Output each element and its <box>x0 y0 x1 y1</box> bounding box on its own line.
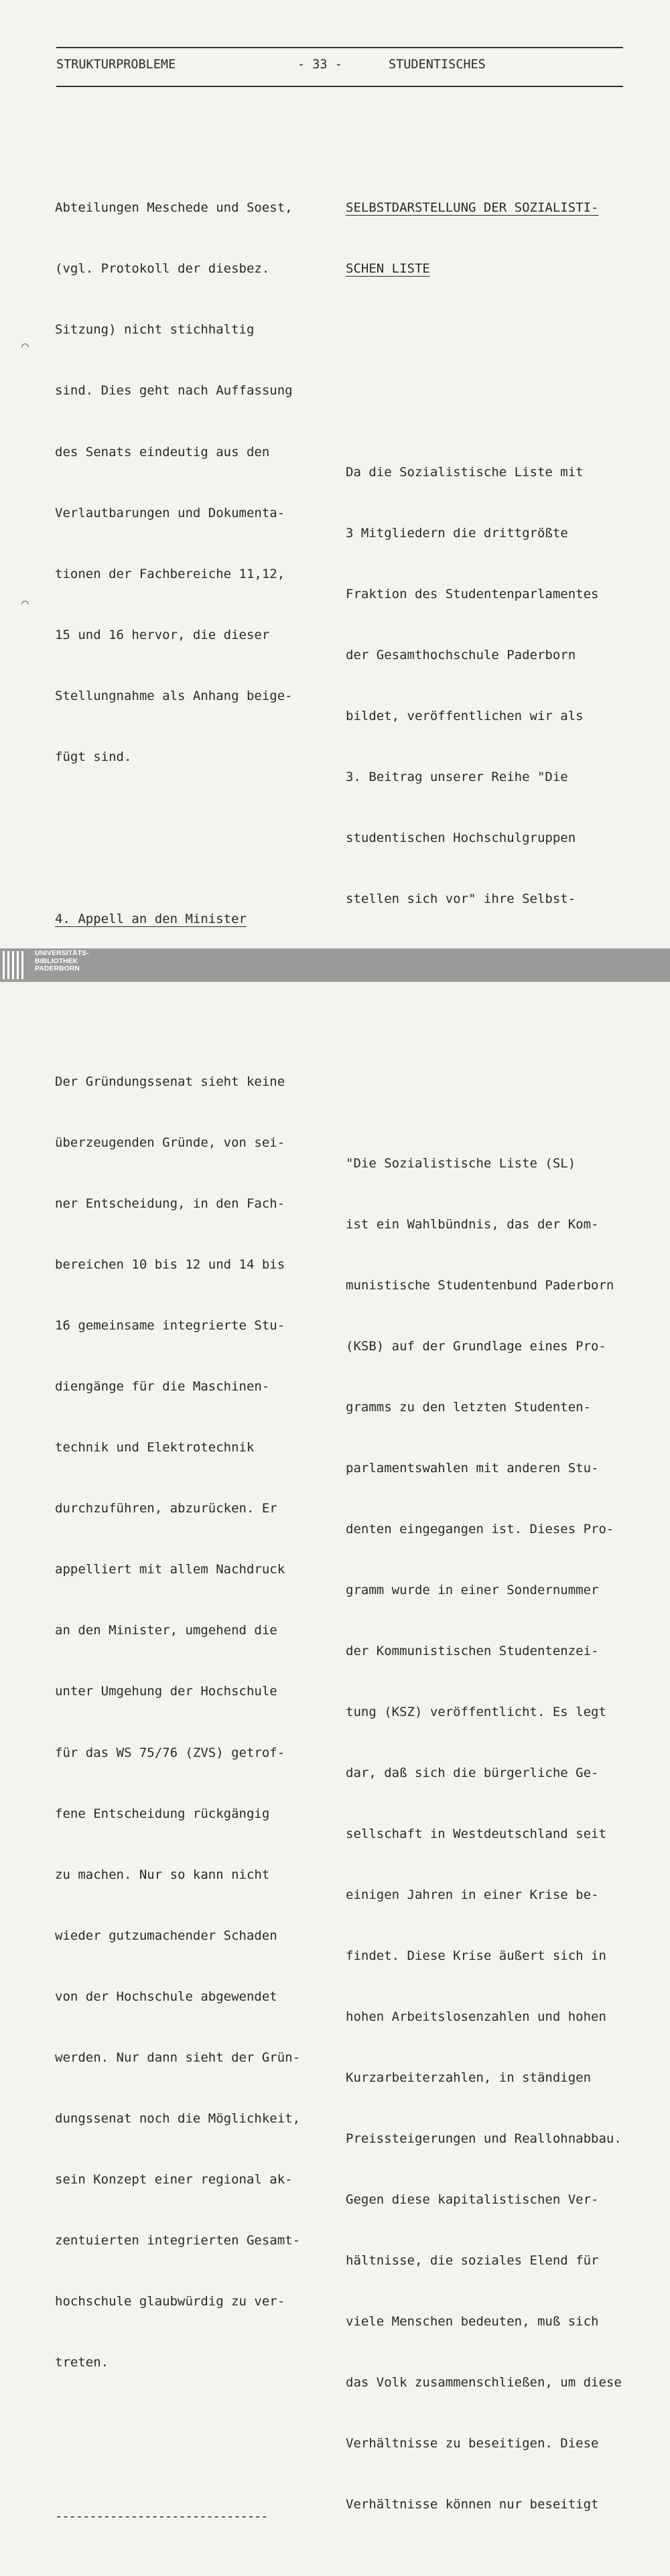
text-line: gramm wurde in einer Sondernummer <box>346 1582 599 1597</box>
text-line: parlamentswahlen mit anderen Stu- <box>346 1460 599 1476</box>
text-line: der Gesamthochschule Paderborn <box>346 647 576 662</box>
section-heading-line: SCHEN LISTE <box>346 261 430 277</box>
text-line: hohen Arbeitslosenzahlen und hohen <box>346 2009 606 2024</box>
text-line: für das WS 75/76 (ZVS) getrof- <box>55 1745 285 1760</box>
text-line: hältnisse, die soziales Elend für <box>346 2253 599 2269</box>
text-line: Stellungnahme als Anhang beige- <box>55 688 293 703</box>
text-line: studentischen Hochschulgruppen <box>346 831 576 846</box>
section-heading-appell: 4. Appell an den Minister <box>55 912 247 927</box>
margin-hole-mark: ⌒ <box>21 339 29 353</box>
text-line: dar, daß sich die bürgerliche Ge- <box>346 1765 599 1780</box>
text-line: ner Entscheidung, in den Fach- <box>55 1196 285 1212</box>
right-heading <box>346 157 622 320</box>
text-line: 15 und 16 hervor, die dieser <box>55 627 270 642</box>
top-rule <box>56 47 623 48</box>
text-line: werden. Nur dann sieht der Grün- <box>55 2050 301 2065</box>
text-line: Preissteigerungen und Reallohnabbau. <box>346 2131 622 2147</box>
text-line: munistische Studentenbund Paderborn <box>346 1277 614 1293</box>
text-line: treten. <box>55 2354 109 2370</box>
header-rule <box>56 86 623 87</box>
left-paragraph-1 <box>55 157 300 808</box>
text-line: von der Hochschule abgewendet <box>55 1989 277 2004</box>
text-line: Der Gründungssenat sieht keine <box>55 1074 285 1090</box>
text-line: bildet, veröffentlichen wir als <box>346 708 584 723</box>
text-line: technik und Elektrotechnik <box>55 1440 255 1455</box>
text-line: viele Menschen bedeuten, muß sich <box>346 2314 599 2330</box>
text-line: sellschaft in Westdeutschland seit <box>346 1826 606 1841</box>
text-line: fügt sind. <box>55 749 132 764</box>
library-name <box>35 950 89 973</box>
text-line: findet. Diese Krise äußert sich in <box>346 1948 606 1963</box>
text-line: dungssenat noch die Möglichkeit, <box>55 2110 301 2126</box>
text-line: Verlautbarungen und Dokumenta- <box>55 505 285 520</box>
text-line: Abteilungen Meschede und Soest, <box>55 200 293 216</box>
text-line: des Senats eindeutig aus den <box>55 444 270 459</box>
left-column <box>55 117 300 2547</box>
library-footer <box>0 948 670 982</box>
text-line: Fraktion des Studentenparlamentes <box>346 586 599 601</box>
text-line: fene Entscheidung rückgängig <box>55 1806 270 1821</box>
text-line: (vgl. Protokoll der diesbez. <box>55 261 270 277</box>
end-separator: ------------------------------- <box>55 2509 268 2524</box>
right-column <box>346 117 622 2576</box>
right-paragraph-2 <box>346 1113 622 2555</box>
right-paragraph-1 <box>346 421 622 1011</box>
text-line: wieder gutzumachender Schaden <box>55 1928 277 1943</box>
section-heading-line: SELBSTDARSTELLUNG DER SOZIALISTI- <box>346 200 599 216</box>
text-line: der Kommunistischen Studentenzei- <box>346 1643 599 1658</box>
text-line: sind. Dies geht nach Auffassung <box>55 383 293 399</box>
text-line: denten eingegangen ist. Dieses Pro- <box>346 1521 614 1536</box>
text-line: durchzuführen, abzurücken. Er <box>55 1501 277 1516</box>
text-line: diengänge für die Maschinen- <box>55 1379 270 1394</box>
text-line: zu machen. Nur so kann nicht <box>55 1867 270 1882</box>
text-line: Kurzarbeiterzahlen, in ständigen <box>346 2070 592 2085</box>
text-line: tionen der Fachbereiche 11,12, <box>55 566 285 581</box>
library-line: PADERBORN <box>35 964 80 973</box>
text-line: Sitzung) nicht stichhaltig <box>55 322 255 338</box>
text-line: (KSB) auf der Grundlage eines Pro- <box>346 1338 606 1354</box>
text-line: unter Umgehung der Hochschule <box>55 1684 277 1699</box>
text-line: an den Minister, umgehend die <box>55 1623 277 1638</box>
text-line: ist ein Wahlbündnis, das der Kom- <box>346 1216 599 1232</box>
margin-hole-mark: ⌒ <box>21 596 29 610</box>
text-line: 3 Mitgliedern die drittgrößte <box>346 525 568 541</box>
text-line: gramms zu den letzten Studenten- <box>346 1399 592 1415</box>
text-line: stellen sich vor" ihre Selbst- <box>346 891 576 907</box>
page-number: - 33 - <box>297 58 342 72</box>
left-paragraph-2 <box>55 1031 300 2413</box>
text-line: überzeugenden Gründe, von sei- <box>55 1135 285 1151</box>
text-line: einigen Jahren in einer Krise be- <box>346 1887 599 1902</box>
text-line: bereichen 10 bis 12 und 14 bis <box>55 1257 285 1273</box>
text-line: appelliert mit allem Nachdruck <box>55 1562 285 1577</box>
text-line: sein Konzept einer regional ak- <box>55 2171 293 2187</box>
header-left: STRUKTURPROBLEME <box>56 58 176 72</box>
library-logo-bars-icon <box>3 951 27 979</box>
text-line: "Die Sozialistische Liste (SL) <box>346 1155 576 1171</box>
text-line: Gegen diese kapitalistischen Ver- <box>346 2192 599 2208</box>
library-line: UNIVERSITÄTS- <box>35 949 89 957</box>
page-header <box>56 58 623 76</box>
library-line: BIBLIOTHEK <box>35 956 78 965</box>
text-line: Da die Sozialistische Liste mit <box>346 464 584 480</box>
header-right: STUDENTISCHES <box>389 58 486 72</box>
text-line: Verhältnisse zu beseitigen. Diese <box>346 2436 599 2451</box>
text-line: Verhältnisse können nur beseitigt <box>346 2497 599 2512</box>
text-line: hochschule glaubwürdig zu ver- <box>55 2293 285 2309</box>
text-line: das Volk zusammenschließen, um diese <box>346 2375 622 2390</box>
text-line: zentuierten integrierten Gesamt- <box>55 2232 301 2248</box>
text-line: tung (KSZ) veröffentlicht. Es legt <box>346 1704 606 1719</box>
text-line: 16 gemeinsame integrierte Stu- <box>55 1318 285 1334</box>
text-line: 3. Beitrag unserer Reihe "Die <box>346 770 568 784</box>
